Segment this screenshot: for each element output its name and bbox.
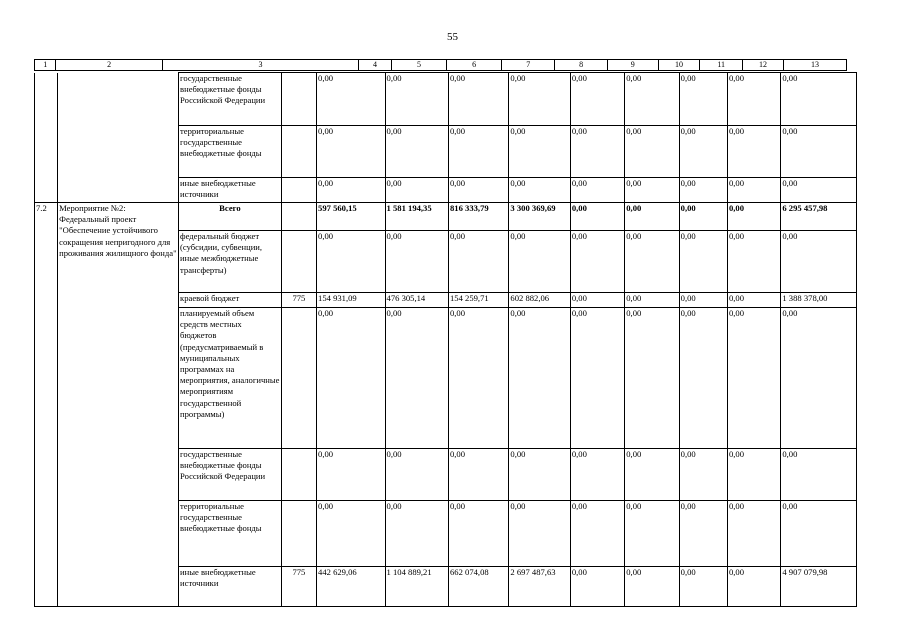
budget-table bbox=[34, 72, 857, 607]
value-cell: 0,00 bbox=[625, 178, 679, 203]
value-cell: 0,00 bbox=[727, 449, 780, 501]
value-cell: 154 931,09 bbox=[317, 293, 386, 308]
value-cell: 0,00 bbox=[625, 203, 679, 231]
value-cell: 0,00 bbox=[570, 501, 624, 567]
value-cell: 0,00 bbox=[570, 449, 624, 501]
value-cell: 0,00 bbox=[509, 449, 570, 501]
value-cell: 0,00 bbox=[727, 293, 780, 308]
value-cell: 0,00 bbox=[679, 567, 727, 607]
value-cell: 0,00 bbox=[727, 73, 780, 126]
value-cell: 0,00 bbox=[570, 126, 624, 178]
value-cell: 1 581 194,35 bbox=[385, 203, 448, 231]
value-cell: 0,00 bbox=[385, 231, 448, 293]
value-cell: 0,00 bbox=[679, 501, 727, 567]
value-cell: 0,00 bbox=[317, 501, 386, 567]
value-cell: 0,00 bbox=[509, 501, 570, 567]
code-cell bbox=[281, 126, 316, 178]
col-header: 11 bbox=[700, 60, 743, 70]
code-cell: 775 bbox=[281, 293, 316, 308]
funding-source-label: государственные внебюджетные фонды Российской Федерации bbox=[179, 449, 282, 501]
value-cell: 0,00 bbox=[727, 203, 780, 231]
value-cell: 0,00 bbox=[727, 178, 780, 203]
col-header: 13 bbox=[810, 60, 819, 69]
value-cell: 0,00 bbox=[781, 308, 857, 449]
value-cell: 0,00 bbox=[509, 126, 570, 178]
value-cell: 0,00 bbox=[679, 449, 727, 501]
value-cell: 0,00 bbox=[509, 231, 570, 293]
col-header: 4 bbox=[359, 60, 392, 70]
funding-source-label: краевой бюджет bbox=[179, 293, 282, 308]
value-cell: 0,00 bbox=[679, 308, 727, 449]
col-header: 8 bbox=[555, 60, 607, 70]
value-cell: 0,00 bbox=[317, 178, 386, 203]
value-cell: 0,00 bbox=[570, 231, 624, 293]
value-cell: 0,00 bbox=[625, 126, 679, 178]
value-cell: 0,00 bbox=[448, 178, 508, 203]
value-cell: 0,00 bbox=[317, 73, 386, 126]
value-cell: 0,00 bbox=[625, 293, 679, 308]
value-cell: 0,00 bbox=[679, 293, 727, 308]
value-cell: 2 697 487,63 bbox=[509, 567, 570, 607]
column-header-row bbox=[34, 59, 847, 71]
value-cell: 0,00 bbox=[509, 73, 570, 126]
item-number bbox=[35, 73, 58, 203]
value-cell: 0,00 bbox=[781, 501, 857, 567]
funding-source-label: Всего bbox=[179, 203, 282, 231]
col-header: 10 bbox=[659, 60, 701, 70]
value-cell: 0,00 bbox=[679, 231, 727, 293]
table-row bbox=[35, 73, 857, 126]
value-cell: 476 305,14 bbox=[385, 293, 448, 308]
value-cell: 0,00 bbox=[570, 567, 624, 607]
value-cell: 0,00 bbox=[781, 73, 857, 126]
value-cell: 0,00 bbox=[448, 126, 508, 178]
code-cell bbox=[281, 501, 316, 567]
col-header: 12 bbox=[743, 60, 784, 70]
value-cell: 3 300 369,69 bbox=[509, 203, 570, 231]
col-header: 7 bbox=[502, 60, 555, 70]
value-cell: 597 560,15 bbox=[317, 203, 386, 231]
item-title: Мероприятие №2: Федеральный проект "Обеспечение устойчивого сокращения непригодного для проживания жилищного фонда" bbox=[58, 203, 179, 607]
value-cell: 0,00 bbox=[570, 178, 624, 203]
item-number: 7.2 bbox=[35, 203, 58, 607]
value-cell: 602 882,06 bbox=[509, 293, 570, 308]
value-cell: 4 907 079,98 bbox=[781, 567, 857, 607]
value-cell: 0,00 bbox=[385, 73, 448, 126]
col-header: 9 bbox=[608, 60, 659, 70]
value-cell: 0,00 bbox=[317, 126, 386, 178]
funding-source-label: государственные внебюджетные фонды Российской Федерации bbox=[179, 73, 282, 126]
funding-source-label: территориальные государственные внебюджетные фонды bbox=[179, 126, 282, 178]
value-cell: 0,00 bbox=[448, 73, 508, 126]
value-cell: 1 388 378,00 bbox=[781, 293, 857, 308]
value-cell: 0,00 bbox=[679, 178, 727, 203]
value-cell: 0,00 bbox=[385, 501, 448, 567]
code-cell bbox=[281, 73, 316, 126]
value-cell: 442 629,06 bbox=[317, 567, 386, 607]
value-cell: 816 333,79 bbox=[448, 203, 508, 231]
value-cell: 0,00 bbox=[781, 178, 857, 203]
value-cell: 0,00 bbox=[570, 308, 624, 449]
col-header: 1 bbox=[35, 60, 56, 70]
value-cell: 662 074,08 bbox=[448, 567, 508, 607]
value-cell: 0,00 bbox=[317, 231, 386, 293]
value-cell: 0,00 bbox=[509, 178, 570, 203]
code-cell bbox=[281, 308, 316, 449]
value-cell: 0,00 bbox=[317, 308, 386, 449]
value-cell: 0,00 bbox=[625, 308, 679, 449]
value-cell: 0,00 bbox=[781, 126, 857, 178]
value-cell: 0,00 bbox=[781, 231, 857, 293]
code-cell bbox=[281, 449, 316, 501]
col-header: 5 bbox=[392, 60, 447, 70]
funding-source-label: федеральный бюджет (субсидии, субвенции, иные межбюджетные трансферты) bbox=[179, 231, 282, 293]
value-cell: 0,00 bbox=[448, 308, 508, 449]
value-cell: 0,00 bbox=[448, 501, 508, 567]
value-cell: 0,00 bbox=[509, 308, 570, 449]
funding-source-label: планируемый объем средств местных бюджетов (предусматриваемый в муниципальных программах на мероприятия, аналогичные мероприятиям государственной программы) bbox=[179, 308, 282, 449]
item-title bbox=[58, 73, 179, 203]
page-number: 55 bbox=[447, 31, 458, 43]
value-cell: 0,00 bbox=[570, 293, 624, 308]
code-cell bbox=[281, 203, 316, 231]
value-cell: 0,00 bbox=[385, 178, 448, 203]
col-header: 3 bbox=[163, 60, 359, 70]
col-header: 2 bbox=[56, 60, 163, 70]
value-cell: 1 104 889,21 bbox=[385, 567, 448, 607]
value-cell: 0,00 bbox=[727, 231, 780, 293]
table-row bbox=[35, 203, 857, 231]
funding-source-label: территориальные государственные внебюджетные фонды bbox=[179, 501, 282, 567]
value-cell: 0,00 bbox=[570, 203, 624, 231]
value-cell: 0,00 bbox=[727, 308, 780, 449]
value-cell: 0,00 bbox=[727, 126, 780, 178]
value-cell: 0,00 bbox=[679, 203, 727, 231]
value-cell: 0,00 bbox=[385, 449, 448, 501]
value-cell: 0,00 bbox=[727, 501, 780, 567]
value-cell: 0,00 bbox=[625, 501, 679, 567]
value-cell: 0,00 bbox=[317, 449, 386, 501]
value-cell: 0,00 bbox=[679, 126, 727, 178]
funding-source-label: иные внебюджетные источники bbox=[179, 567, 282, 607]
value-cell: 0,00 bbox=[385, 126, 448, 178]
value-cell: 0,00 bbox=[625, 567, 679, 607]
value-cell: 6 295 457,98 bbox=[781, 203, 857, 231]
value-cell: 0,00 bbox=[448, 231, 508, 293]
value-cell: 0,00 bbox=[625, 449, 679, 501]
code-cell bbox=[281, 231, 316, 293]
value-cell: 0,00 bbox=[781, 449, 857, 501]
value-cell: 0,00 bbox=[679, 73, 727, 126]
col-header: 6 bbox=[447, 60, 502, 70]
value-cell: 0,00 bbox=[625, 231, 679, 293]
value-cell: 0,00 bbox=[570, 73, 624, 126]
code-cell bbox=[281, 178, 316, 203]
funding-source-label: иные внебюджетные источники bbox=[179, 178, 282, 203]
value-cell: 154 259,71 bbox=[448, 293, 508, 308]
value-cell: 0,00 bbox=[448, 449, 508, 501]
value-cell: 0,00 bbox=[385, 308, 448, 449]
value-cell: 0,00 bbox=[625, 73, 679, 126]
code-cell: 775 bbox=[281, 567, 316, 607]
value-cell: 0,00 bbox=[727, 567, 780, 607]
